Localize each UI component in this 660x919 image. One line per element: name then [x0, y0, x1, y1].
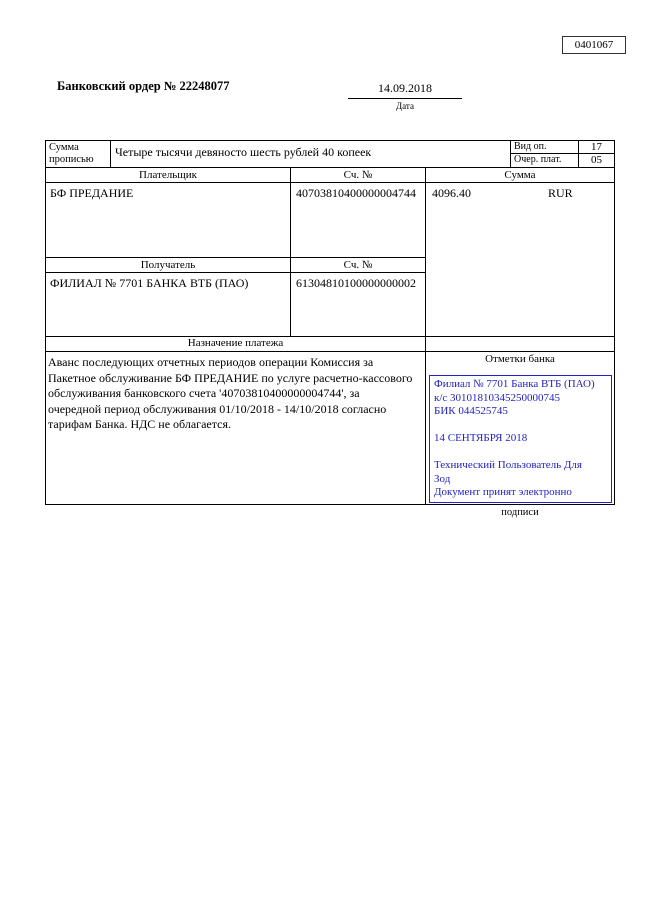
date-underline — [348, 98, 462, 99]
receiver-account: 61304810100000000002 — [296, 276, 416, 290]
amount-header: Сумма — [426, 168, 614, 183]
receiver-account-header: Сч. № — [343, 259, 373, 271]
stamp-line: 14 СЕНТЯБРЯ 2018 — [434, 432, 528, 444]
purpose-text: Аванс последующих отчетных периодов операции Комиссия за Пакетное обслуживание БФ ПРЕДАНИЕ по услуге расчетно-кассового обслуживания банковского счета '40703810400000004744', за очередной период обслуживания 01/10/2018 - 14/10/2018 согласно тарифам Банка. НДС не облагается. — [46, 352, 426, 504]
payer-header-row — [46, 168, 425, 183]
document-title: Банковский ордер № 22248077 — [57, 79, 230, 93]
receiver-header: Получатель — [46, 258, 291, 272]
stamp-line: Филиал № 7701 Банка ВТБ (ПАО) — [434, 378, 595, 390]
stamp-line: к/с 30101810345250000745 — [434, 391, 561, 404]
op-type-row — [511, 141, 614, 154]
amount-words-value: Четыре тысячи девяносто шесть рублей 40 копеек — [111, 141, 511, 167]
purpose-header-spacer — [426, 337, 614, 351]
amount-currency: RUR — [548, 186, 573, 200]
parties-column — [46, 168, 426, 336]
stamp-line: Технический Пользователь Для — [434, 459, 582, 471]
bank-marks-header: Отметки банка — [485, 353, 555, 365]
payer-header: Плательщик — [46, 168, 291, 182]
amount-cell — [426, 183, 614, 336]
stamp-line — [434, 419, 607, 433]
amount-value: 4096.40 — [432, 186, 471, 200]
purpose-header-row — [45, 337, 615, 352]
payer-account-header: Сч. № — [343, 169, 373, 181]
form-code-box: 0401067 — [562, 36, 626, 54]
operation-info — [511, 141, 614, 167]
payment-priority-value: 05 — [591, 154, 602, 166]
bank-marks-area — [426, 352, 614, 504]
payer-account: 40703810400000004744 — [296, 186, 416, 200]
op-type-value: 17 — [591, 141, 602, 153]
stamp-line — [434, 446, 607, 460]
purpose-section — [45, 352, 615, 505]
stamp-line: Зод — [434, 472, 451, 485]
signatures-label: подписи — [501, 507, 539, 518]
amount-words-label: Сумма прописью — [46, 141, 111, 167]
payment-priority-label: Очер. плат. — [511, 154, 579, 167]
date-label: Дата — [396, 101, 414, 111]
parties-section — [45, 168, 615, 337]
stamp-line: Документ принят электронно — [434, 486, 572, 498]
amount-words-row — [45, 140, 615, 168]
receiver-row — [46, 273, 425, 336]
purpose-header: Назначение платежа — [46, 337, 426, 351]
receiver-name: ФИЛИАЛ № 7701 БАНКА ВТБ (ПАО) — [46, 273, 291, 336]
payment-priority-row — [511, 154, 614, 167]
stamp-line: БИК 044525745 — [434, 405, 508, 417]
receiver-header-row — [46, 258, 425, 273]
payer-row — [46, 183, 425, 258]
payer-name: БФ ПРЕДАНИЕ — [46, 183, 291, 257]
date-value: 14.09.2018 — [378, 81, 432, 95]
amount-column — [426, 168, 614, 336]
bank-stamp-box — [429, 375, 612, 503]
op-type-label: Вид оп. — [511, 141, 579, 153]
